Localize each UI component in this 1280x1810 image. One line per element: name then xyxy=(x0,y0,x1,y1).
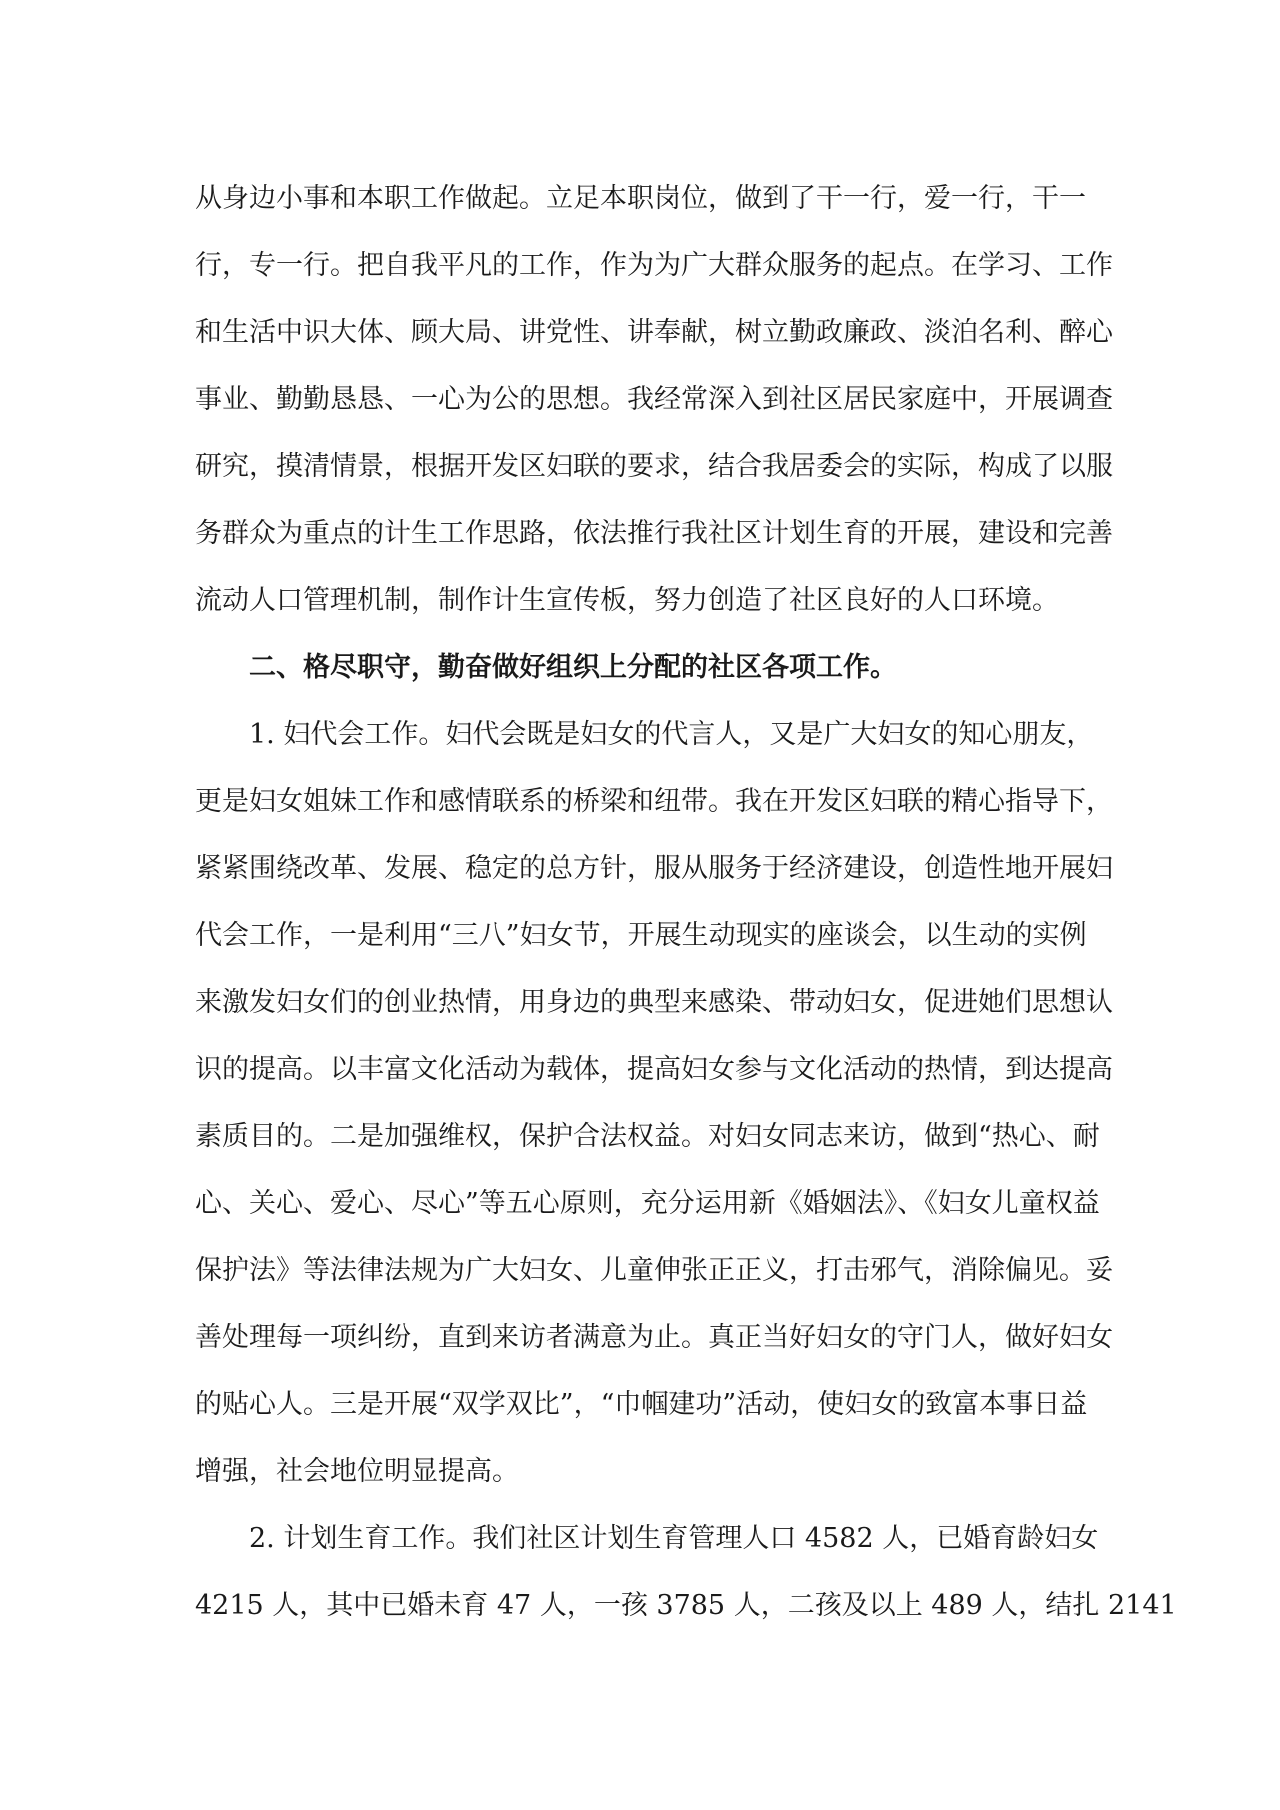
text-line: 流动人口管理机制，制作计生宣传板，努力创造了社区良好的人口环境。 xyxy=(195,585,1059,616)
text-line: 保护法》等法律法规为广大妇女、儿童伸张正正义，打击邪气，消除偏见。妥 xyxy=(195,1255,1113,1286)
text-line: 事业、勤勤恳恳、一心为公的思想。我经常深入到社区居民家庭中，开展调查 xyxy=(195,384,1113,415)
text-line: 紧紧围绕改革、发展、稳定的总方针，服从服务于经济建设，创造性地开展妇 xyxy=(195,853,1113,884)
text-line: 素质目的。二是加强维权，保护合法权益。对妇女同志来访，做到“热心、耐 xyxy=(195,1121,1100,1152)
text-line: 增强，社会地位明显提高。 xyxy=(195,1456,519,1487)
paragraph-family-planning xyxy=(195,1505,1177,1639)
text-line: 识的提高。以丰富文化活动为载体，提高妇女参与文化活动的热情，到达提高 xyxy=(195,1054,1113,1085)
text-line: 从身边小事和本职工作做起。立足本职岗位，做到了干一行，爱一行，干一 xyxy=(195,183,1086,214)
text-line: 善处理每一项纠纷，直到来访者满意为止。真正当好妇女的守门人，做好妇女 xyxy=(195,1322,1113,1353)
text-line: 来激发妇女们的创业热情，用身边的典型来感染、带动妇女，促进她们思想认 xyxy=(195,987,1113,1018)
paragraph-1 xyxy=(195,165,1113,634)
text-line: 心、关心、爱心、尽心”等五心原则，充分运用新《婚姻法》、《妇女儿童权益 xyxy=(195,1188,1100,1219)
paragraph-womens-congress xyxy=(195,701,1113,1505)
text-line: 4215 人，其中已婚未育 47 人，一孩 3785 人，二孩及以上 489 人，结扎 2141 xyxy=(195,1590,1177,1621)
text-line: 的贴心人。三是开展“双学双比”，“巾帼建功”活动，使妇女的致富本事日益 xyxy=(195,1389,1088,1420)
text-line: 1. 妇代会工作。妇代会既是妇女的代言人，又是广大妇女的知心朋友， xyxy=(249,719,1094,750)
text-line: 和生活中识大体、顾大局、讲党性、讲奉献，树立勤政廉政、淡泊名利、醉心 xyxy=(195,317,1113,348)
text-line: 更是妇女姐妹工作和感情联系的桥梁和纽带。我在开发区妇联的精心指导下， xyxy=(195,786,1113,817)
section-heading-text: 二、格尽职守，勤奋做好组织上分配的社区各项工作。 xyxy=(249,652,897,683)
text-line: 2. 计划生育工作。我们社区计划生育管理人口 4582 人，已婚育龄妇女 xyxy=(249,1523,1099,1554)
text-line: 务群众为重点的计生工作思路，依法推行我社区计划生育的开展，建设和完善 xyxy=(195,518,1113,549)
section-heading xyxy=(195,634,1085,701)
document-body xyxy=(195,165,1177,1639)
text-line: 代会工作，一是利用“三八”妇女节，开展生动现实的座谈会，以生动的实例 xyxy=(195,920,1087,951)
text-line: 研究，摸清情景，根据开发区妇联的要求，结合我居委会的实际，构成了以服 xyxy=(195,451,1113,482)
text-line: 行，专一行。把自我平凡的工作，作为为广大群众服务的起点。在学习、工作 xyxy=(195,250,1113,281)
